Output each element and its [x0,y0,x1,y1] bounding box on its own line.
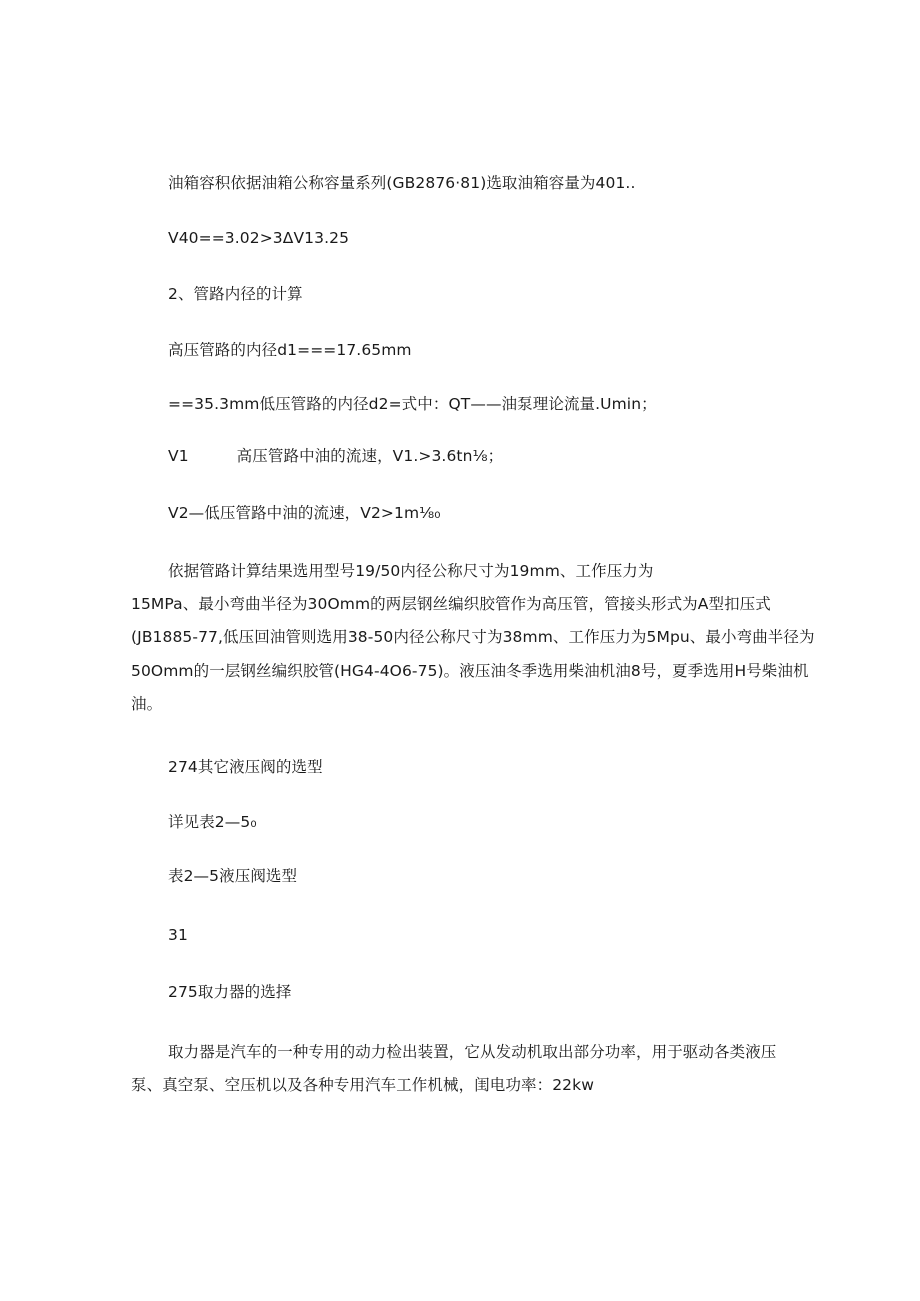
paragraph-hose-selection-line-4: 50Omm的一层钢丝编织胶管(HG4-4O6-75)。液压油冬季选用柴油机油8号，夏季选用H号柴油机 [131,662,809,680]
v1-label: V1 [168,447,189,465]
section-heading-other-valves: 274其它液压阀的选型 [168,758,323,776]
formula-tank-volume: V40==3.02>3ΔV13.25 [168,229,350,247]
paragraph-hose-selection-line-5: 油。 [131,695,163,713]
paragraph-oil-tank: 油箱容积依据油箱公称容量系列(GB2876·81)选取油箱容量为401.. [168,174,636,192]
high-pressure-pipe-diameter: 高压管路的内径d1===17.65mm [168,341,412,359]
v1-definition [168,446,503,466]
v1-description: 高压管路中油的流速，V1.>3.6tn⅛； [236,447,504,465]
paragraph-hose-selection-line-3: (JB1885-77,低压回油管则选用38-50内径公称尺寸为38mm、工作压力为5Mpu、最小弯曲半径为 [131,628,815,646]
paragraph-hose-selection-line-2: 15MPa、最小弯曲半径为30Omm的两层钢丝编织胶管作为高压管，管接头形式为A型扣压式 [131,595,771,613]
table-caption: 表2—5液压阀选型 [168,867,298,885]
page-number: 31 [168,926,188,944]
paragraph-pto-line-1: 取力器是汽车的一种专用的动力检出装置，它从发动机取出部分功率，用于驱动各类液压 [168,1043,777,1061]
paragraph-pto-line-2: 泵、真空泵、空压机以及各种专用汽车工作机械，闺电功率：22kw [131,1076,594,1094]
v2-definition: V2—低压管路中油的流速，V2>1m⅛₀ [168,504,441,522]
section-heading-pto: 275取力器的选择 [168,983,292,1001]
section-heading-pipe-diameter: 2、管路内径的计算 [168,285,303,303]
low-pressure-pipe-diameter: ==35.3mm低压管路的内径d2=式中：QT——油泵理论流量.Umin； [168,395,657,413]
see-table-reference: 详见表2—5₀ [168,813,257,831]
paragraph-hose-selection-line-1: 依据管路计算结果选用型号19/50内径公称尺寸为19mm、工作压力为 [168,562,654,580]
